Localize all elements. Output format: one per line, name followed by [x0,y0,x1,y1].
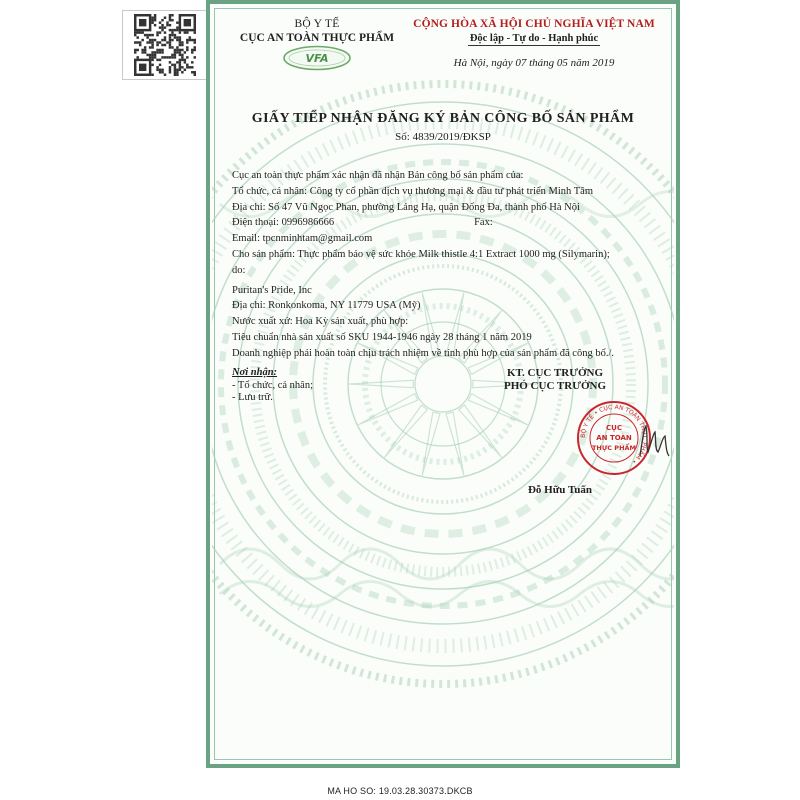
qr-module [169,36,171,38]
qr-module [171,56,173,58]
qr-module [146,41,148,43]
nation-header [400,18,668,69]
qr-module [161,44,163,46]
qr-module [169,41,171,43]
qr-module [154,51,156,53]
seal-ring-text: BỘ Y TẾ • CỤC AN TOÀN THỰC PHẨM • [579,403,649,465]
qr-module [189,36,191,38]
qr-module [169,39,171,41]
qr-module [151,41,153,43]
qr-module [176,29,178,31]
qr-module [139,44,141,46]
qr-module [139,41,141,43]
qr-module [134,34,136,36]
qr-module [159,31,161,33]
qr-module [186,39,188,41]
qr-module [184,61,186,63]
qr-module [194,41,196,43]
qr-module [174,64,176,66]
qr-module [176,21,178,23]
qr-module [159,41,161,43]
qr-module [169,61,171,63]
qr-module [181,49,183,51]
qr-module [144,49,146,51]
qr-module [151,34,153,36]
qr-module [146,36,148,38]
signatory-role-2: PHÓ CỤC TRƯỞNG [503,380,607,392]
seal-line-3: THỰC PHẨM [591,444,637,452]
qr-module [169,34,171,36]
qr-module [161,71,163,73]
qr-module [194,56,196,58]
qr-module [179,31,181,33]
qr-module [156,69,158,71]
qr-module [186,66,188,68]
logo-text: VFA [305,52,329,65]
qr-module [179,44,181,46]
email-line: Email: tpcnminhtam@gmail.com [232,233,373,245]
qr-module [144,46,146,48]
qr-module [176,39,178,41]
qr-module [151,44,153,46]
qr-module [156,51,158,53]
qr-module [151,46,153,48]
qr-module [134,51,136,53]
qr-module [176,46,178,48]
qr-module [174,36,176,38]
qr-module [181,66,183,68]
qr-module [174,54,176,56]
qr-module [149,54,151,56]
qr-module [151,16,153,18]
qr-module [159,49,161,51]
qr-module [149,41,151,43]
qr-module [186,31,188,33]
qr-module [186,49,188,51]
qr-module [159,71,161,73]
qr-module [181,71,183,73]
qr-module [156,31,158,33]
qr-module [176,69,178,71]
fax-text: Fax: [474,217,493,229]
qr-module [179,64,181,66]
qr-module [171,46,173,48]
qr-module [159,26,161,28]
qr-module [149,34,151,36]
record-code: MA HO SO: 19.03.28.30373.DKCB [327,786,473,796]
qr-module [139,31,141,33]
qr-module [179,69,181,71]
qr-module [174,51,176,53]
qr-module [159,59,161,61]
qr-module [156,44,158,46]
manufacturer-address: Địa chỉ: Ronkonkoma, NY 11779 USA (Mỹ) [232,300,421,312]
qr-module [136,56,138,58]
qr-module [181,59,183,61]
qr-module [169,44,171,46]
qr-module [179,59,181,61]
qr-module [179,41,181,43]
qr-module [146,34,148,36]
qr-module [169,69,171,71]
qr-module [151,51,153,53]
qr-module [164,31,166,33]
qr-module [151,56,153,58]
qr-module [144,34,146,36]
qr-module [194,49,196,51]
qr-module [171,39,173,41]
qr-module [169,24,171,26]
qr-module [156,34,158,36]
qr-module [191,49,193,51]
recipient-item: - Tổ chức, cá nhân; [232,379,314,391]
qr-module [179,36,181,38]
qr-module [154,16,156,18]
qr-module [151,39,153,41]
qr-module [179,49,181,51]
qr-module [164,74,166,76]
qr-module [154,56,156,58]
qr-module [179,51,181,53]
document-content [210,4,676,764]
signatory-role-1: KT. CỤC TRƯỞNG [506,367,604,379]
qr-module [184,51,186,53]
qr-module [189,39,191,41]
qr-finder [139,64,146,71]
qr-module [164,56,166,58]
qr-module [151,59,153,61]
qr-module [151,64,153,66]
qr-module [161,24,163,26]
qr-module [164,44,166,46]
qr-code [122,10,208,80]
qr-module [176,74,178,76]
qr-module [191,39,193,41]
handwritten-signature [636,422,672,462]
qr-module [181,56,183,58]
qr-module [191,66,193,68]
qr-module [176,51,178,53]
qr-module [194,71,196,73]
qr-module [136,49,138,51]
motto-underline [468,45,600,46]
qr-module [156,49,158,51]
recipients-block [232,367,313,405]
qr-module [166,21,168,23]
qr-module [141,31,143,33]
signature-title-block [480,367,630,393]
manufacturer-label: do: [232,264,246,276]
qr-module [169,71,171,73]
qr-module [151,19,153,21]
address-line: Địa chỉ: Số 47 Vũ Ngọc Phan, phường Láng Hạ, quận Đống Đa, thành phố Hà Nội [232,201,580,213]
qr-module [186,56,188,58]
document-number: Số: 4839/2019/ĐKSP [395,131,491,143]
qr-module [141,51,143,53]
vfa-logo-icon [282,45,352,71]
qr-module [174,69,176,71]
qr-module [136,31,138,33]
qr-module [161,49,163,51]
phone-text: Điện thoại: 0996986666 [232,217,335,229]
qr-module [174,71,176,73]
qr-module [191,51,193,53]
qr-module [151,74,153,76]
qr-module [176,71,178,73]
qr-module [184,69,186,71]
qr-module [161,69,163,71]
qr-module [154,54,156,56]
qr-module [169,56,171,58]
qr-module [166,56,168,58]
qr-module [136,41,138,43]
signer-name: Đỗ Hữu Tuấn [527,484,593,496]
qr-module [134,31,136,33]
issue-date: Hà Nội, ngày 07 tháng 05 năm 2019 [453,57,615,69]
qr-module [194,39,196,41]
qr-module [149,46,151,48]
intro-line: Cục an toàn thực phẩm xác nhận đã nhận Bản công bố sản phẩm của: [232,170,524,181]
qr-module [181,44,183,46]
qr-module [134,41,136,43]
qr-module [186,41,188,43]
origin-line: Nước xuất xứ: Hoa Kỳ sản xuất, phù hợp: [232,316,409,328]
qr-module [154,14,156,16]
qr-module [169,19,171,21]
qr-module [179,54,181,56]
qr-module [169,29,171,31]
qr-module [159,21,161,23]
qr-module [194,46,196,48]
qr-module [149,56,151,58]
qr-module [169,14,171,16]
qr-module [154,19,156,21]
qr-module [184,59,186,61]
qr-module [176,61,178,63]
nation-name: CỘNG HÒA XÃ HỘI CHỦ NGHĨA VIỆT NAM [413,18,655,30]
qr-module [171,31,173,33]
qr-module [176,36,178,38]
qr-module [161,51,163,53]
qr-module [179,39,181,41]
qr-finder [184,19,191,26]
organization-line: Tổ chức, cá nhân: Công ty cổ phần dịch vụ thương mại & đầu tư phát triển Minh Tâm [232,185,593,197]
qr-module [174,74,176,76]
motto: Độc lập - Tự do - Hạnh phúc [469,33,599,44]
qr-module [156,59,158,61]
qr-module [156,41,158,43]
qr-module [169,66,171,68]
document-body [232,168,670,362]
qr-module [176,49,178,51]
qr-module [174,29,176,31]
qr-module [186,64,188,66]
qr-module [164,36,166,38]
qr-module [136,36,138,38]
product-line: Cho sản phẩm: Thực phẩm bảo vệ sức khỏe Milk thistle 4:1 Extract 1000 mg (Silymarin); [232,248,610,260]
qr-module [151,54,153,56]
qr-module [174,56,176,58]
issuer-header [222,18,412,71]
qr-module [174,49,176,51]
qr-module [164,39,166,41]
qr-module [164,16,166,18]
qr-module [161,19,163,21]
qr-module [161,26,163,28]
qr-module [159,69,161,71]
qr-module [144,51,146,53]
qr-module [134,49,136,51]
qr-module [154,39,156,41]
qr-module [164,26,166,28]
seal-line-2: AN TOÀN [596,434,632,442]
qr-module [154,24,156,26]
qr-module [189,66,191,68]
qr-module [181,41,183,43]
qr-module [174,66,176,68]
qr-module [146,54,148,56]
document-title: GIẤY TIẾP NHẬN ĐĂNG KÝ BẢN CÔNG BỐ SẢN PHẨM [251,111,635,126]
qr-module [141,49,143,51]
qr-module [176,26,178,28]
manufacturer-name: Puritan's Pride, Inc [232,284,312,296]
qr-module [191,71,193,73]
agency-name: CỤC AN TOÀN THỰC PHẨM [239,32,395,44]
qr-module [194,31,196,33]
qr-module [159,51,161,53]
ministry-name: BỘ Y TẾ [294,18,340,30]
qr-module [169,46,171,48]
qr-module [169,16,171,18]
certificate-frame [206,0,680,768]
qr-module [141,39,143,41]
qr-module [171,29,173,31]
qr-module [181,54,183,56]
qr-module [184,31,186,33]
qr-module [171,14,173,16]
qr-module [151,21,153,23]
qr-module [161,29,163,31]
phone-fax-line [232,215,670,231]
qr-module [194,74,196,76]
qr-module [149,39,151,41]
qr-module [156,66,158,68]
qr-module [166,41,168,43]
qr-module [159,64,161,66]
seal-line-1: CỤC [606,424,622,432]
qr-module [161,56,163,58]
qr-module [191,61,193,63]
standard-line: Tiêu chuẩn nhà sản xuất số SKU 1944-1946 ngày 28 tháng 1 năm 2019 [232,331,532,343]
qr-finder [139,19,146,26]
qr-module [179,61,181,63]
recipients-title: Nơi nhận: [232,367,278,378]
qr-module [174,34,176,36]
responsibility-line: Doanh nghiệp phải hoàn toàn chịu trách nhiệm về tính phù hợp của sản phẩm đã công bố./. [232,347,614,359]
qr-module [171,19,173,21]
qr-module [179,66,181,68]
qr-module [166,24,168,26]
recipient-item: - Lưu trữ. [232,392,273,403]
qr-module [171,64,173,66]
qr-module [171,34,173,36]
qr-module [186,46,188,48]
qr-module [171,54,173,56]
qr-module [161,39,163,41]
